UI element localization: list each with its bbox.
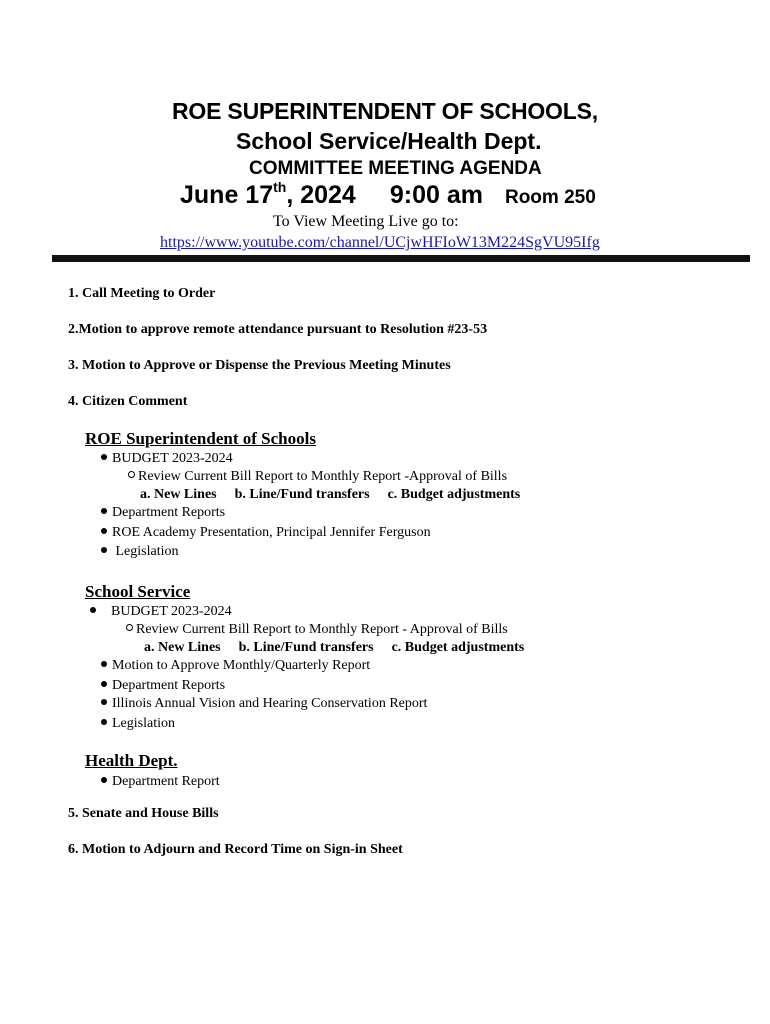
budget-subitems: a. New Lines b. Line/Fund transfers c. Budget adjustments: [144, 640, 525, 655]
bullet-icon: [101, 528, 107, 534]
title-line-3: COMMITTEE MEETING AGENDA: [249, 158, 542, 179]
budget-subitems: a. New Lines b. Line/Fund transfers c. Budget adjustments: [140, 487, 521, 502]
list-item: BUDGET 2023-2024: [90, 604, 232, 620]
bullet-icon: [101, 547, 107, 553]
bullet-icon: [101, 508, 107, 514]
meeting-room: Room 250: [504, 187, 596, 208]
list-item: Review Current Bill Report to Monthly Report - Approval of Bills: [126, 622, 508, 638]
bullet-icon: [101, 681, 107, 687]
meeting-date: June 17th, 2024: [180, 179, 356, 209]
list-item: Legislation: [101, 544, 179, 560]
list-item: Illinois Annual Vision and Hearing Conservation Report: [101, 696, 427, 712]
meeting-time: 9:00 am: [389, 181, 483, 209]
agenda-item-5: 5. Senate and House Bills: [68, 806, 219, 821]
list-item: Department Reports: [101, 505, 225, 521]
list-item: Legislation: [101, 716, 175, 732]
list-item: Department Report: [101, 774, 220, 790]
bullet-icon: [101, 719, 107, 725]
agenda-item-3: 3. Motion to Approve or Dispense the Previous Meeting Minutes: [68, 358, 451, 373]
live-text: To View Meeting Live go to:: [273, 213, 459, 230]
agenda-item-1: 1. Call Meeting to Order: [68, 286, 216, 301]
circle-bullet-icon: [128, 471, 135, 478]
live-link[interactable]: https://www.youtube.com/channel/UCjwHFIoW13M224SgVU95Ifg: [160, 234, 600, 251]
list-item: Review Current Bill Report to Monthly Report -Approval of Bills: [128, 469, 507, 485]
agenda-item-6: 6. Motion to Adjourn and Record Time on Sign-in Sheet: [68, 842, 403, 857]
section-title-roe: ROE Superintendent of Schools: [85, 429, 316, 448]
section-title-school: School Service: [85, 582, 191, 601]
header-divider: [52, 255, 750, 262]
list-item: Motion to Approve Monthly/Quarterly Report: [101, 658, 370, 674]
list-item: BUDGET 2023-2024: [101, 451, 233, 467]
section-title-health: Health Dept.: [85, 751, 178, 770]
bullet-icon: [101, 661, 107, 667]
bullet-icon: [101, 777, 107, 783]
title-line-2: School Service/Health Dept.: [236, 128, 542, 154]
bullet-icon: [101, 699, 107, 705]
title-line-1: ROE SUPERINTENDENT OF SCHOOLS,: [172, 98, 598, 124]
agenda-item-4: 4. Citizen Comment: [68, 394, 188, 409]
meeting-date-time: [180, 181, 770, 210]
bullet-icon: [101, 454, 107, 460]
agenda-item-2: 2.Motion to approve remote attendance pursuant to Resolution #23-53: [68, 322, 488, 337]
list-item: Department Reports: [101, 678, 225, 694]
circle-bullet-icon: [126, 624, 133, 631]
list-item: ROE Academy Presentation, Principal Jennifer Ferguson: [101, 525, 431, 541]
bullet-icon: [90, 607, 96, 613]
